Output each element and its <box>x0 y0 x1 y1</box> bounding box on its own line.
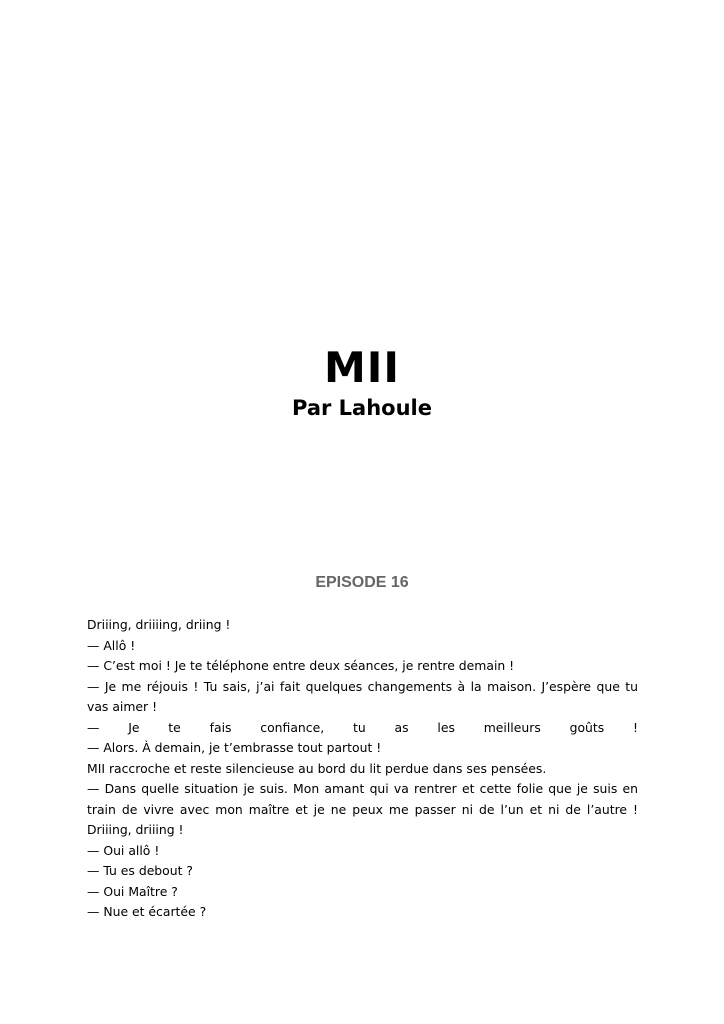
text-line: — Nue et écartée ? <box>87 904 207 919</box>
author-line: Par Lahoule <box>292 396 432 420</box>
text-line: MII raccroche et reste silencieuse au bord du lit perdue dans ses pensées. <box>87 760 547 776</box>
text-line: — C’est moi ! Je te téléphone entre deux séances, je rentre demain ! <box>87 658 515 673</box>
story-title: MII <box>323 343 401 392</box>
text-line: — Je te fais confiance, tu as les meilleurs goûts ! <box>87 719 638 735</box>
text-line: — Alors. À demain, je t’embrasse tout partout ! <box>87 740 382 755</box>
story-body <box>87 615 638 923</box>
episode-heading: EPISODE 16 <box>315 574 409 591</box>
text-line: Driiing, driiing ! <box>87 822 184 837</box>
text-paragraph: — Je me réjouis ! Tu sais, j’ai fait quelques changements à la maison. J’espère que tu vas aimer ! <box>87 678 638 714</box>
text-line: — Oui Maître ? <box>87 883 178 899</box>
text-line: — Tu es debout ? <box>87 863 193 878</box>
text-paragraph: — Dans quelle situation je suis. Mon amant qui va rentrer et cette folie que je suis en train de vivre avec mon maître et je ne peux me passer ni de l’un et ni de l’autre ! <box>87 781 638 817</box>
text-line: — Oui allô ! <box>87 842 160 858</box>
text-line: Driiing, driiiing, driing ! <box>87 617 231 632</box>
text-line: — Allô ! <box>87 637 136 653</box>
